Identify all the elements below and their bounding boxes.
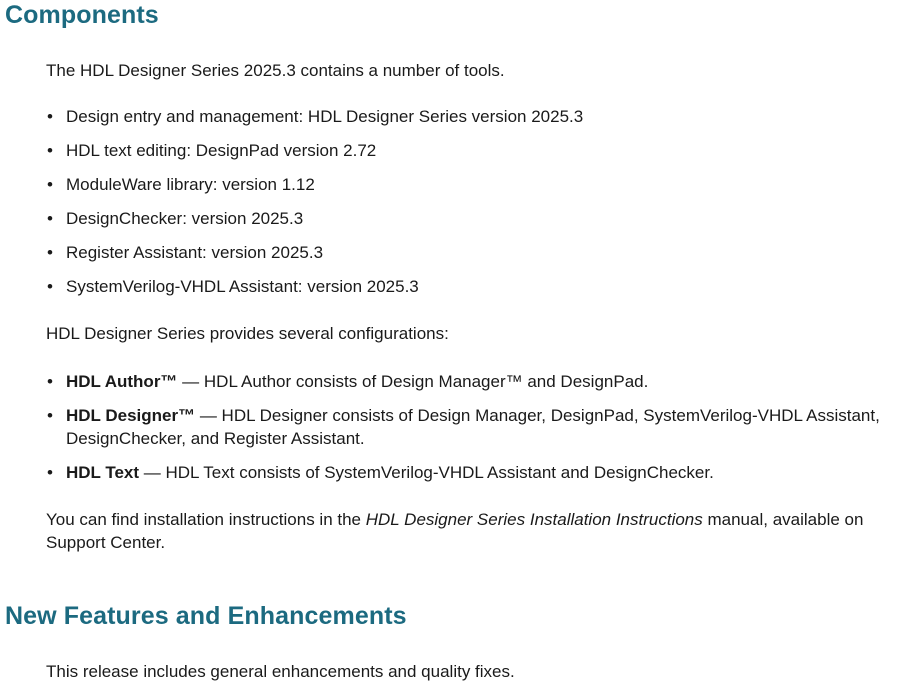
- tool-text: SystemVerilog-VHDL Assistant: version 2025.3: [66, 277, 419, 296]
- configuration-description: — HDL Text consists of SystemVerilog-VHDL Assistant and DesignChecker.: [139, 463, 714, 482]
- list-item: [46, 404, 904, 450]
- installation-note-before: You can find installation instructions in the: [46, 510, 366, 529]
- list-item: [46, 105, 904, 139]
- tool-text: DesignChecker: version 2025.3: [66, 209, 304, 228]
- tools-list: [46, 105, 904, 309]
- bullet-icon: •: [47, 277, 53, 296]
- list-item: [46, 139, 904, 173]
- bullet-icon: •: [47, 406, 53, 425]
- components-heading: Components: [5, 1, 159, 29]
- configuration-term: HDL Designer™: [66, 406, 196, 425]
- list-item: [46, 370, 904, 393]
- bullet-icon: •: [47, 209, 53, 228]
- list-item: [46, 207, 904, 241]
- configurations-list: [46, 370, 904, 495]
- manual-title: HDL Designer Series Installation Instructions: [365, 510, 703, 529]
- list-item: [46, 241, 904, 275]
- configuration-term: HDL Text: [66, 463, 140, 482]
- bullet-icon: •: [47, 107, 53, 126]
- configuration-description: — HDL Author consists of Design Manager™ and DesignPad.: [177, 372, 649, 391]
- bullet-icon: •: [47, 463, 53, 482]
- bullet-icon: •: [47, 141, 53, 160]
- configuration-description: — HDL Designer consists of Design Manager, DesignPad, SystemVerilog-VHDL Assistant, DesignChecker, and Register Assistant.: [66, 406, 880, 448]
- list-item: [46, 461, 904, 484]
- list-item: [46, 173, 904, 207]
- tool-text: Design entry and management: HDL Designer Series version 2025.3: [66, 107, 584, 126]
- tool-text: HDL text editing: DesignPad version 2.72: [66, 141, 377, 160]
- bullet-icon: •: [47, 243, 53, 262]
- features-heading: New Features and Enhancements: [5, 602, 407, 630]
- configuration-term: HDL Author™: [66, 372, 178, 391]
- installation-note-after: manual, available on Support Center.: [46, 510, 864, 552]
- installation-note: [46, 508, 904, 554]
- components-intro: The HDL Designer Series 2025.3 contains a number of tools.: [46, 61, 505, 80]
- bullet-icon: •: [47, 175, 53, 194]
- tool-text: ModuleWare library: version 1.12: [66, 175, 315, 194]
- list-item: [46, 275, 904, 309]
- bullet-icon: •: [47, 372, 53, 391]
- configurations-intro: HDL Designer Series provides several configurations:: [46, 324, 449, 343]
- tool-text: Register Assistant: version 2025.3: [66, 243, 324, 262]
- features-text: This release includes general enhancements and quality fixes.: [46, 662, 515, 681]
